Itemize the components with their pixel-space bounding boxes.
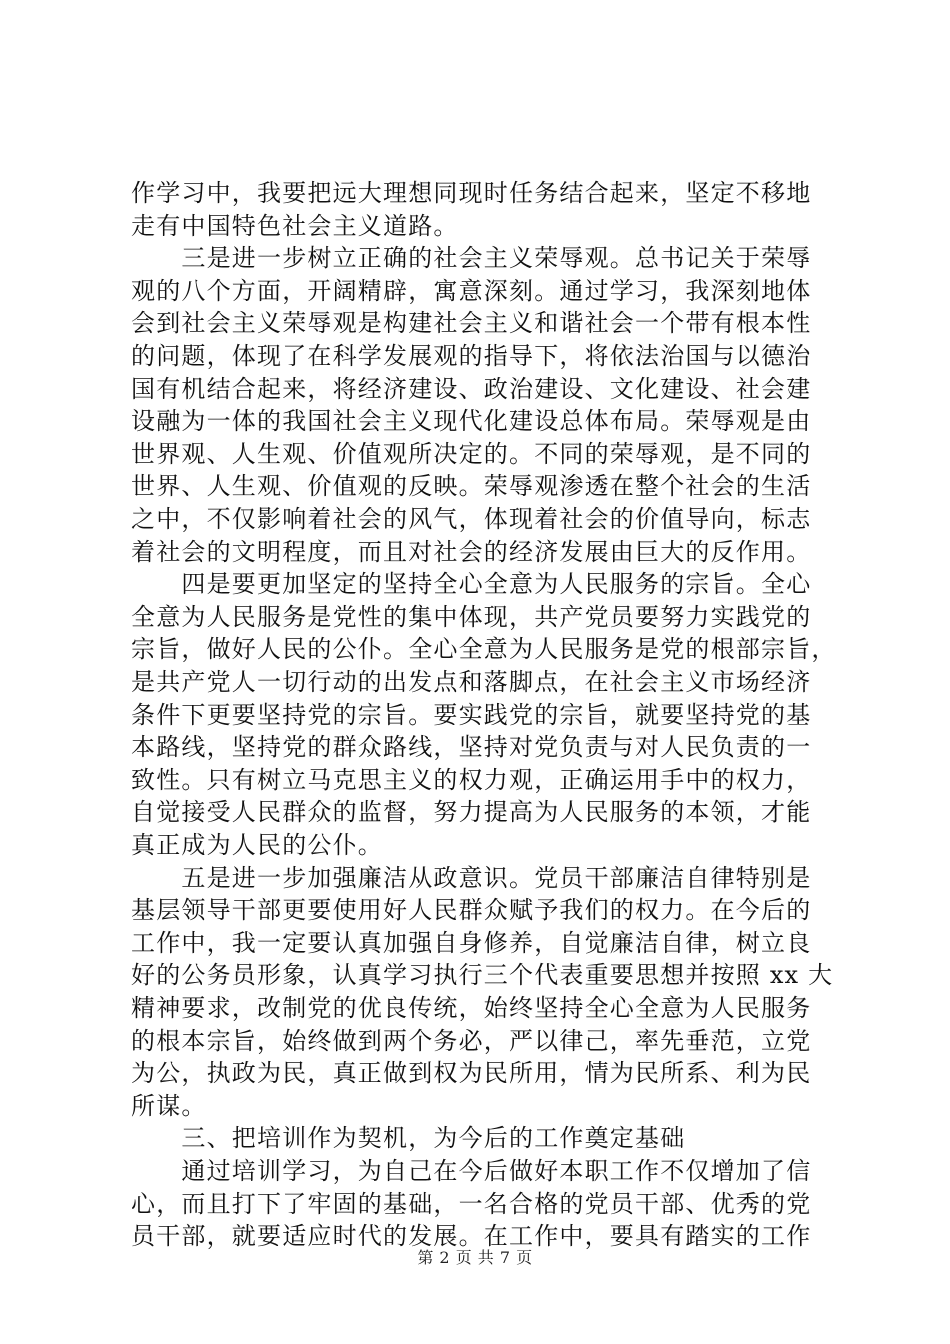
text-line: 世界、人生观、价值观的反映。荣辱观渗透在整个社会的生活 <box>131 472 812 501</box>
text-line: 之中，不仅影响着社会的风气，体现着社会的价值导向，标志 <box>131 505 812 533</box>
text-line: 好的公务员形象，认真学习执行三个代表重要思想并按照 xx 大 <box>131 961 834 990</box>
text-line: 本路线，坚持党的群众路线，坚持对党负责与对人民负责的一 <box>131 733 812 762</box>
text-line: 会到社会主义荣辱观是构建社会主义和谐社会一个带有根本性 <box>131 309 812 338</box>
text-line: 设融为一体的我国社会主义现代化建设总体布局。荣辱观是由 <box>131 407 812 436</box>
text-line: 心，而且打下了牢固的基础，一名合格的党员干部、优秀的党 <box>131 1189 812 1218</box>
text-line: 作学习中，我要把远大理想同现时任务结合起来，坚定不移地 <box>131 179 812 207</box>
text-line: 观的八个方面，开阔精辟，寓意深刻。通过学习，我深刻地体 <box>131 276 812 305</box>
text-line: 通过培训学习，为自己在今后做好本职工作不仅增加了信 <box>131 1157 812 1185</box>
text-line: 致性。只有树立马克思主义的权力观，正确运用手中的权力， <box>131 765 812 794</box>
text-line: 自觉接受人民群众的监督，努力提高为人民服务的本领，才能 <box>131 798 812 827</box>
text-line: 着社会的文明程度，而且对社会的经济发展由巨大的反作用。 <box>131 537 812 566</box>
text-line: 走有中国特色社会主义道路。 <box>131 211 459 240</box>
text-line: 精神要求，改制党的优良传统，始终坚持全心全意为人民服务 <box>131 994 812 1022</box>
text-line: 基层领导干部更要使用好人民群众赋予我们的权力。在今后的 <box>131 896 812 925</box>
text-line: 三是进一步树立正确的社会主义荣辱观。总书记关于荣辱 <box>131 244 812 273</box>
page-footer: 第 2 页 共 7 页 <box>417 1248 533 1267</box>
text-line: 世界观、人生观、价值观所决定的。不同的荣辱观，是不同的 <box>131 439 812 468</box>
text-line: 五是进一步加强廉洁从政意识。党员干部廉洁自律特别是 <box>131 863 812 892</box>
text-line: 条件下更要坚持党的宗旨。要实践党的宗旨，就要坚持党的基 <box>131 700 812 729</box>
text-line: 员干部，就要适应时代的发展。在工作中，要具有踏实的工作 <box>131 1222 812 1251</box>
text-line: 是共产党人一切行动的出发点和落脚点，在社会主义市场经济 <box>131 668 812 696</box>
text-line: 的根本宗旨，始终做到两个务必，严以律己，率先垂范，立党 <box>131 1026 812 1055</box>
text-line: 四是要更加坚定的坚持全心全意为人民服务的宗旨。全心 <box>131 570 812 599</box>
text-line: 工作中，我一定要认真加强自身修养，自觉廉洁自律，树立良 <box>131 928 812 957</box>
text-line: 真正成为人民的公仆。 <box>131 831 383 859</box>
text-line: 为公，执政为民，真正做到权为民所用，情为民所系、利为民 <box>131 1059 812 1088</box>
text-line: 全意为人民服务是党性的集中体现，共产党员要努力实践党的 <box>131 602 812 631</box>
text-line: 宗旨，做好人民的公仆。全心全意为人民服务是党的根部宗旨， <box>131 635 837 664</box>
text-line: 所谋。 <box>131 1091 207 1120</box>
text-line: 三、把培训作为契机，为今后的工作奠定基础 <box>131 1124 686 1153</box>
text-line: 的问题，体现了在科学发展观的指导下，将依法治国与以德治 <box>131 342 812 370</box>
text-line: 国有机结合起来，将经济建设、政治建设、文化建设、社会建 <box>131 374 812 403</box>
